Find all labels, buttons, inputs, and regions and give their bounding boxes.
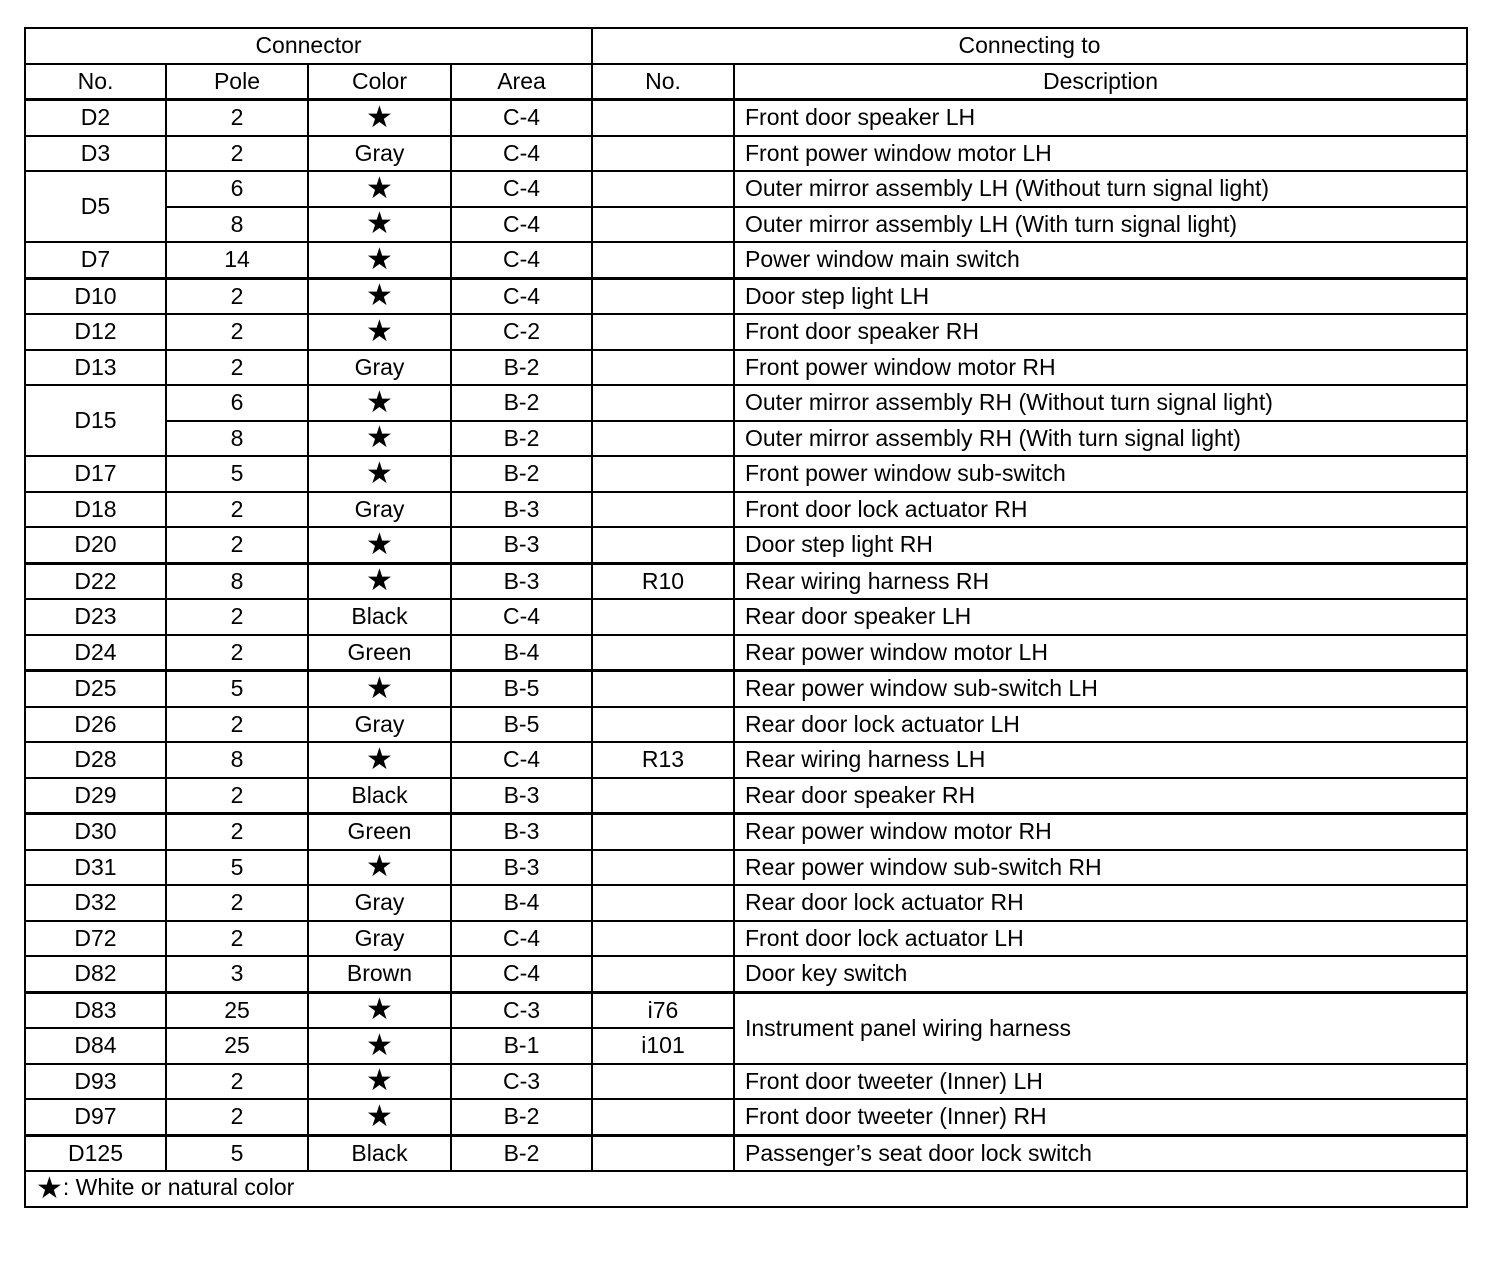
pole-cell: 14	[166, 242, 308, 278]
table-row	[25, 778, 1467, 814]
connector-no-cell: D97	[25, 1099, 166, 1135]
area-cell: B-3	[451, 563, 592, 599]
description-cell: Front door lock actuator RH	[734, 492, 1467, 528]
color-star-icon: ★	[308, 456, 451, 492]
header-row-columns	[25, 64, 1467, 100]
description-cell: Front door lock actuator LH	[734, 921, 1467, 957]
table-row	[25, 136, 1467, 172]
connector-no-cell: D28	[25, 742, 166, 778]
connector-list-sheet	[24, 27, 1466, 1208]
pole-cell: 2	[166, 278, 308, 314]
color-star-icon: ★	[308, 171, 451, 207]
connecting-no-cell	[592, 635, 734, 671]
connecting-no-cell	[592, 1135, 734, 1171]
description-cell: Front door speaker RH	[734, 314, 1467, 350]
description-cell: Front door tweeter (Inner) RH	[734, 1099, 1467, 1135]
table-row	[25, 456, 1467, 492]
area-cell: C-4	[451, 171, 592, 207]
description-cell: Rear door speaker LH	[734, 599, 1467, 635]
area-cell: C-4	[451, 742, 592, 778]
color-star-icon: ★	[308, 850, 451, 886]
header-pole: Pole	[166, 64, 308, 100]
table-row	[25, 278, 1467, 314]
pole-cell: 2	[166, 635, 308, 671]
header-connector: Connector	[25, 28, 592, 64]
connecting-no-cell: R13	[592, 742, 734, 778]
table-row	[25, 885, 1467, 921]
connecting-no-cell	[592, 242, 734, 278]
area-cell: C-4	[451, 278, 592, 314]
table-row	[25, 207, 1467, 243]
pole-cell: 2	[166, 707, 308, 743]
connecting-no-cell	[592, 956, 734, 992]
pole-cell: 8	[166, 207, 308, 243]
table-row	[25, 385, 1467, 421]
table-row	[25, 599, 1467, 635]
pole-cell: 5	[166, 456, 308, 492]
color-star-icon: ★	[308, 207, 451, 243]
description-cell: Front power window motor LH	[734, 136, 1467, 172]
description-cell: Rear power window sub-switch RH	[734, 850, 1467, 886]
connector-no-cell: D23	[25, 599, 166, 635]
color-star-icon: ★	[308, 1028, 451, 1064]
area-cell: B-2	[451, 350, 592, 386]
connector-no-cell: D13	[25, 350, 166, 386]
connecting-no-cell: i76	[592, 992, 734, 1028]
pole-cell: 2	[166, 314, 308, 350]
color-cell: Brown	[308, 956, 451, 992]
connecting-no-cell	[592, 527, 734, 563]
connecting-no-cell	[592, 278, 734, 314]
table-row	[25, 527, 1467, 563]
area-cell: B-5	[451, 671, 592, 707]
table-row	[25, 671, 1467, 707]
color-cell: Green	[308, 635, 451, 671]
connector-no-cell: D3	[25, 136, 166, 172]
pole-cell: 8	[166, 563, 308, 599]
color-cell: Gray	[308, 350, 451, 386]
table-row	[25, 921, 1467, 957]
connecting-no-cell: R10	[592, 563, 734, 599]
legend-cell	[25, 1171, 1467, 1207]
color-cell: Gray	[308, 492, 451, 528]
pole-cell: 2	[166, 527, 308, 563]
table-body	[25, 100, 1467, 1172]
connecting-no-cell	[592, 207, 734, 243]
area-cell: B-3	[451, 850, 592, 886]
description-cell: Door step light LH	[734, 278, 1467, 314]
connecting-no-cell	[592, 814, 734, 850]
area-cell: C-4	[451, 207, 592, 243]
area-cell: B-3	[451, 527, 592, 563]
area-cell: B-1	[451, 1028, 592, 1064]
pole-cell: 3	[166, 956, 308, 992]
area-cell: B-2	[451, 421, 592, 457]
area-cell: C-4	[451, 921, 592, 957]
pole-cell: 25	[166, 1028, 308, 1064]
area-cell: B-3	[451, 778, 592, 814]
color-cell: Gray	[308, 885, 451, 921]
connector-table	[24, 27, 1468, 1208]
color-star-icon: ★	[308, 992, 451, 1028]
pole-cell: 5	[166, 850, 308, 886]
table-row	[25, 350, 1467, 386]
color-cell: Gray	[308, 921, 451, 957]
color-cell: Black	[308, 1135, 451, 1171]
connector-no-cell: D32	[25, 885, 166, 921]
connector-no-cell: D24	[25, 635, 166, 671]
description-cell: Power window main switch	[734, 242, 1467, 278]
description-cell: Rear power window motor RH	[734, 814, 1467, 850]
pole-cell: 2	[166, 814, 308, 850]
pole-cell: 2	[166, 1099, 308, 1135]
connector-no-cell: D17	[25, 456, 166, 492]
connector-no-cell: D31	[25, 850, 166, 886]
description-cell: Rear door lock actuator LH	[734, 707, 1467, 743]
table-row	[25, 100, 1467, 136]
connector-no-cell: D5	[25, 171, 166, 242]
color-star-icon: ★	[308, 385, 451, 421]
pole-cell: 2	[166, 492, 308, 528]
color-star-icon: ★	[308, 421, 451, 457]
description-cell: Outer mirror assembly RH (Without turn signal light)	[734, 385, 1467, 421]
description-cell: Rear power window sub-switch LH	[734, 671, 1467, 707]
description-cell: Rear power window motor LH	[734, 635, 1467, 671]
table-row	[25, 742, 1467, 778]
pole-cell: 2	[166, 136, 308, 172]
area-cell: B-5	[451, 707, 592, 743]
pole-cell: 5	[166, 1135, 308, 1171]
header-description: Description	[734, 64, 1467, 100]
area-cell: C-3	[451, 992, 592, 1028]
connecting-no-cell	[592, 385, 734, 421]
connector-no-cell: D83	[25, 992, 166, 1028]
table-row	[25, 992, 1467, 1028]
connecting-no-cell: i101	[592, 1028, 734, 1064]
header-color: Color	[308, 64, 451, 100]
area-cell: C-2	[451, 314, 592, 350]
connector-no-cell: D2	[25, 100, 166, 136]
connecting-no-cell	[592, 778, 734, 814]
connecting-no-cell	[592, 171, 734, 207]
connecting-no-cell	[592, 1099, 734, 1135]
description-cell: Outer mirror assembly LH (With turn signal light)	[734, 207, 1467, 243]
connector-no-cell: D10	[25, 278, 166, 314]
connector-no-cell: D84	[25, 1028, 166, 1064]
table-row	[25, 1064, 1467, 1100]
connector-no-cell: D22	[25, 563, 166, 599]
connecting-no-cell	[592, 136, 734, 172]
pole-cell: 5	[166, 671, 308, 707]
table-row	[25, 242, 1467, 278]
table-row	[25, 956, 1467, 992]
table-row	[25, 707, 1467, 743]
color-star-icon: ★	[308, 242, 451, 278]
connector-no-cell: D20	[25, 527, 166, 563]
table-row	[25, 850, 1467, 886]
connecting-no-cell	[592, 850, 734, 886]
area-cell: C-3	[451, 1064, 592, 1100]
connector-no-cell: D25	[25, 671, 166, 707]
star-icon: ★	[36, 1171, 63, 1205]
area-cell: B-2	[451, 1135, 592, 1171]
connector-no-cell: D18	[25, 492, 166, 528]
connector-no-cell: D93	[25, 1064, 166, 1100]
pole-cell: 2	[166, 885, 308, 921]
description-cell: Outer mirror assembly LH (Without turn signal light)	[734, 171, 1467, 207]
pole-cell: 2	[166, 921, 308, 957]
description-cell: Passenger’s seat door lock switch	[734, 1135, 1467, 1171]
table-row	[25, 492, 1467, 528]
pole-cell: 2	[166, 1064, 308, 1100]
area-cell: B-3	[451, 814, 592, 850]
table-row	[25, 563, 1467, 599]
connecting-no-cell	[592, 314, 734, 350]
pole-cell: 25	[166, 992, 308, 1028]
area-cell: C-4	[451, 242, 592, 278]
pole-cell: 6	[166, 171, 308, 207]
color-cell: Green	[308, 814, 451, 850]
color-star-icon: ★	[308, 742, 451, 778]
legend-text: : White or natural color	[62, 1173, 295, 1200]
connector-no-cell: D125	[25, 1135, 166, 1171]
description-cell: Instrument panel wiring harness	[734, 992, 1467, 1064]
header-connecting-no: No.	[592, 64, 734, 100]
pole-cell: 8	[166, 742, 308, 778]
connector-no-cell: D12	[25, 314, 166, 350]
table-row	[25, 314, 1467, 350]
table-row	[25, 171, 1467, 207]
description-cell: Front door speaker LH	[734, 100, 1467, 136]
color-star-icon: ★	[308, 1099, 451, 1135]
connecting-no-cell	[592, 599, 734, 635]
connector-no-cell: D7	[25, 242, 166, 278]
area-cell: B-3	[451, 492, 592, 528]
pole-cell: 2	[166, 778, 308, 814]
description-cell: Outer mirror assembly RH (With turn signal light)	[734, 421, 1467, 457]
table-row	[25, 1099, 1467, 1135]
description-cell: Door step light RH	[734, 527, 1467, 563]
description-cell: Front door tweeter (Inner) LH	[734, 1064, 1467, 1100]
color-star-icon: ★	[308, 671, 451, 707]
area-cell: C-4	[451, 956, 592, 992]
connecting-no-cell	[592, 456, 734, 492]
connector-no-cell: D30	[25, 814, 166, 850]
description-cell: Door key switch	[734, 956, 1467, 992]
color-star-icon: ★	[308, 563, 451, 599]
area-cell: C-4	[451, 100, 592, 136]
color-cell: Black	[308, 599, 451, 635]
color-star-icon: ★	[308, 314, 451, 350]
color-cell: Black	[308, 778, 451, 814]
area-cell: C-4	[451, 136, 592, 172]
table-row	[25, 635, 1467, 671]
pole-cell: 6	[166, 385, 308, 421]
connector-no-cell: D15	[25, 385, 166, 456]
color-star-icon: ★	[308, 278, 451, 314]
area-cell: C-4	[451, 599, 592, 635]
color-star-icon: ★	[308, 1064, 451, 1100]
area-cell: B-2	[451, 1099, 592, 1135]
pole-cell: 2	[166, 350, 308, 386]
connecting-no-cell	[592, 707, 734, 743]
table-row	[25, 421, 1467, 457]
description-cell: Rear wiring harness LH	[734, 742, 1467, 778]
connector-no-cell: D82	[25, 956, 166, 992]
connector-no-cell: D29	[25, 778, 166, 814]
header-no: No.	[25, 64, 166, 100]
connecting-no-cell	[592, 350, 734, 386]
color-star-icon: ★	[308, 527, 451, 563]
table-row	[25, 814, 1467, 850]
header-row-group	[25, 28, 1467, 64]
connecting-no-cell	[592, 100, 734, 136]
color-cell: Gray	[308, 136, 451, 172]
pole-cell: 2	[166, 599, 308, 635]
pole-cell: 8	[166, 421, 308, 457]
area-cell: B-2	[451, 456, 592, 492]
area-cell: B-4	[451, 885, 592, 921]
area-cell: B-4	[451, 635, 592, 671]
area-cell: B-2	[451, 385, 592, 421]
description-cell: Rear door speaker RH	[734, 778, 1467, 814]
connector-no-cell: D26	[25, 707, 166, 743]
connecting-no-cell	[592, 671, 734, 707]
color-cell: Gray	[308, 707, 451, 743]
header-connecting-to: Connecting to	[592, 28, 1467, 64]
description-cell: Rear door lock actuator RH	[734, 885, 1467, 921]
pole-cell: 2	[166, 100, 308, 136]
header-area: Area	[451, 64, 592, 100]
connecting-no-cell	[592, 492, 734, 528]
legend-row	[25, 1171, 1467, 1207]
color-star-icon: ★	[308, 100, 451, 136]
description-cell: Front power window sub-switch	[734, 456, 1467, 492]
connecting-no-cell	[592, 421, 734, 457]
description-cell: Front power window motor RH	[734, 350, 1467, 386]
connecting-no-cell	[592, 885, 734, 921]
table-row	[25, 1135, 1467, 1171]
connecting-no-cell	[592, 1064, 734, 1100]
description-cell: Rear wiring harness RH	[734, 563, 1467, 599]
connecting-no-cell	[592, 921, 734, 957]
connector-no-cell: D72	[25, 921, 166, 957]
